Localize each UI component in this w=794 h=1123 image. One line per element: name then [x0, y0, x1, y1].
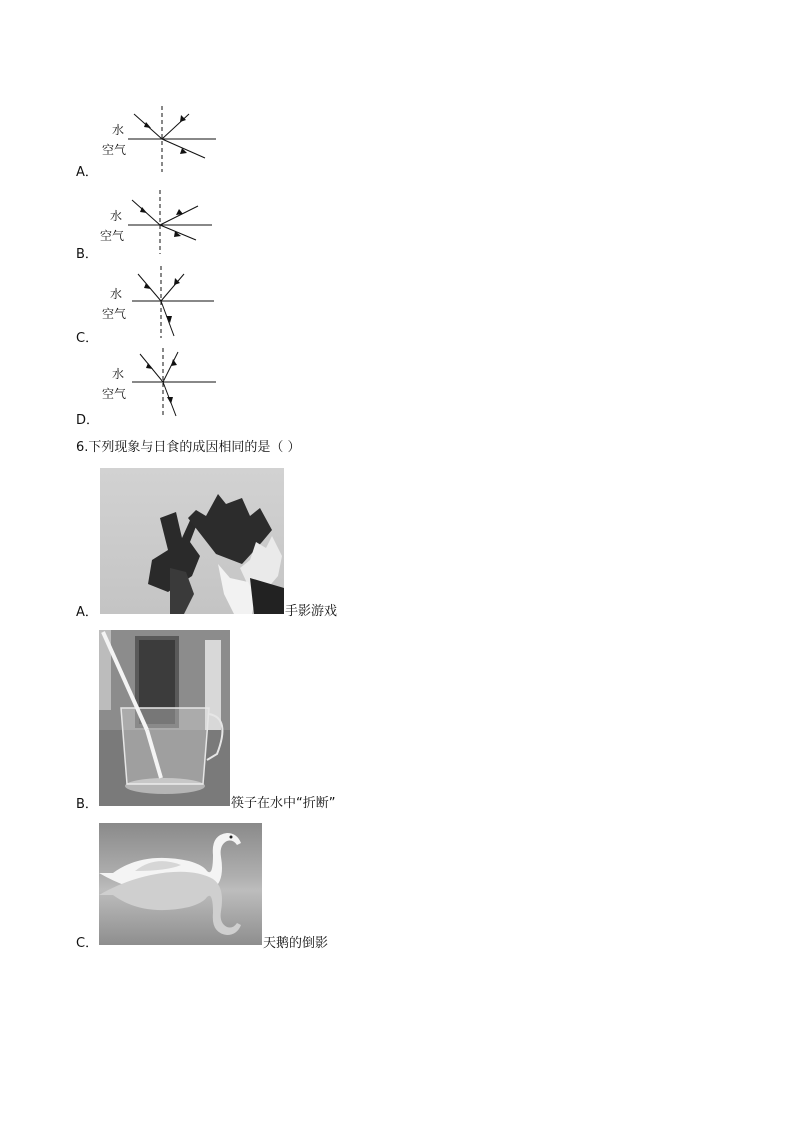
caption-hand-shadow: 手影游戏 — [285, 604, 338, 619]
option-letter-b[interactable]: B． — [76, 247, 98, 262]
medium-label-water: 水 — [110, 287, 123, 301]
q6-option-letter-c[interactable]: C． — [76, 936, 99, 951]
medium-label-water: 水 — [110, 209, 123, 223]
medium-label-air: 空气 — [102, 387, 127, 401]
question-6-stem: 6.下列现象与日食的成因相同的是（ ） — [76, 440, 301, 455]
chopsticks-water-photo — [99, 630, 230, 806]
medium-label-air: 空气 — [102, 307, 127, 321]
medium-label-air: 空气 — [102, 143, 127, 157]
option-d-ray — [72, 346, 232, 426]
swan-reflection-photo — [99, 823, 262, 945]
caption-chopsticks: 筷子在水中“折断” — [231, 796, 336, 811]
option-letter-a[interactable]: A． — [76, 165, 98, 180]
medium-label-air: 空气 — [100, 229, 125, 243]
option-letter-c[interactable]: C． — [76, 331, 99, 346]
medium-label-water: 水 — [112, 367, 125, 381]
medium-label-water: 水 — [112, 123, 125, 137]
hand-shadow-photo — [100, 468, 284, 614]
option-a-ray — [72, 104, 232, 180]
option-letter-d[interactable]: D． — [76, 413, 100, 428]
option-b-ray — [72, 188, 232, 264]
option-c-ray — [72, 264, 232, 346]
q6-option-letter-a[interactable]: A． — [76, 605, 98, 620]
q6-option-letter-b[interactable]: B． — [76, 797, 98, 812]
caption-swan: 天鹅的倒影 — [263, 936, 329, 951]
